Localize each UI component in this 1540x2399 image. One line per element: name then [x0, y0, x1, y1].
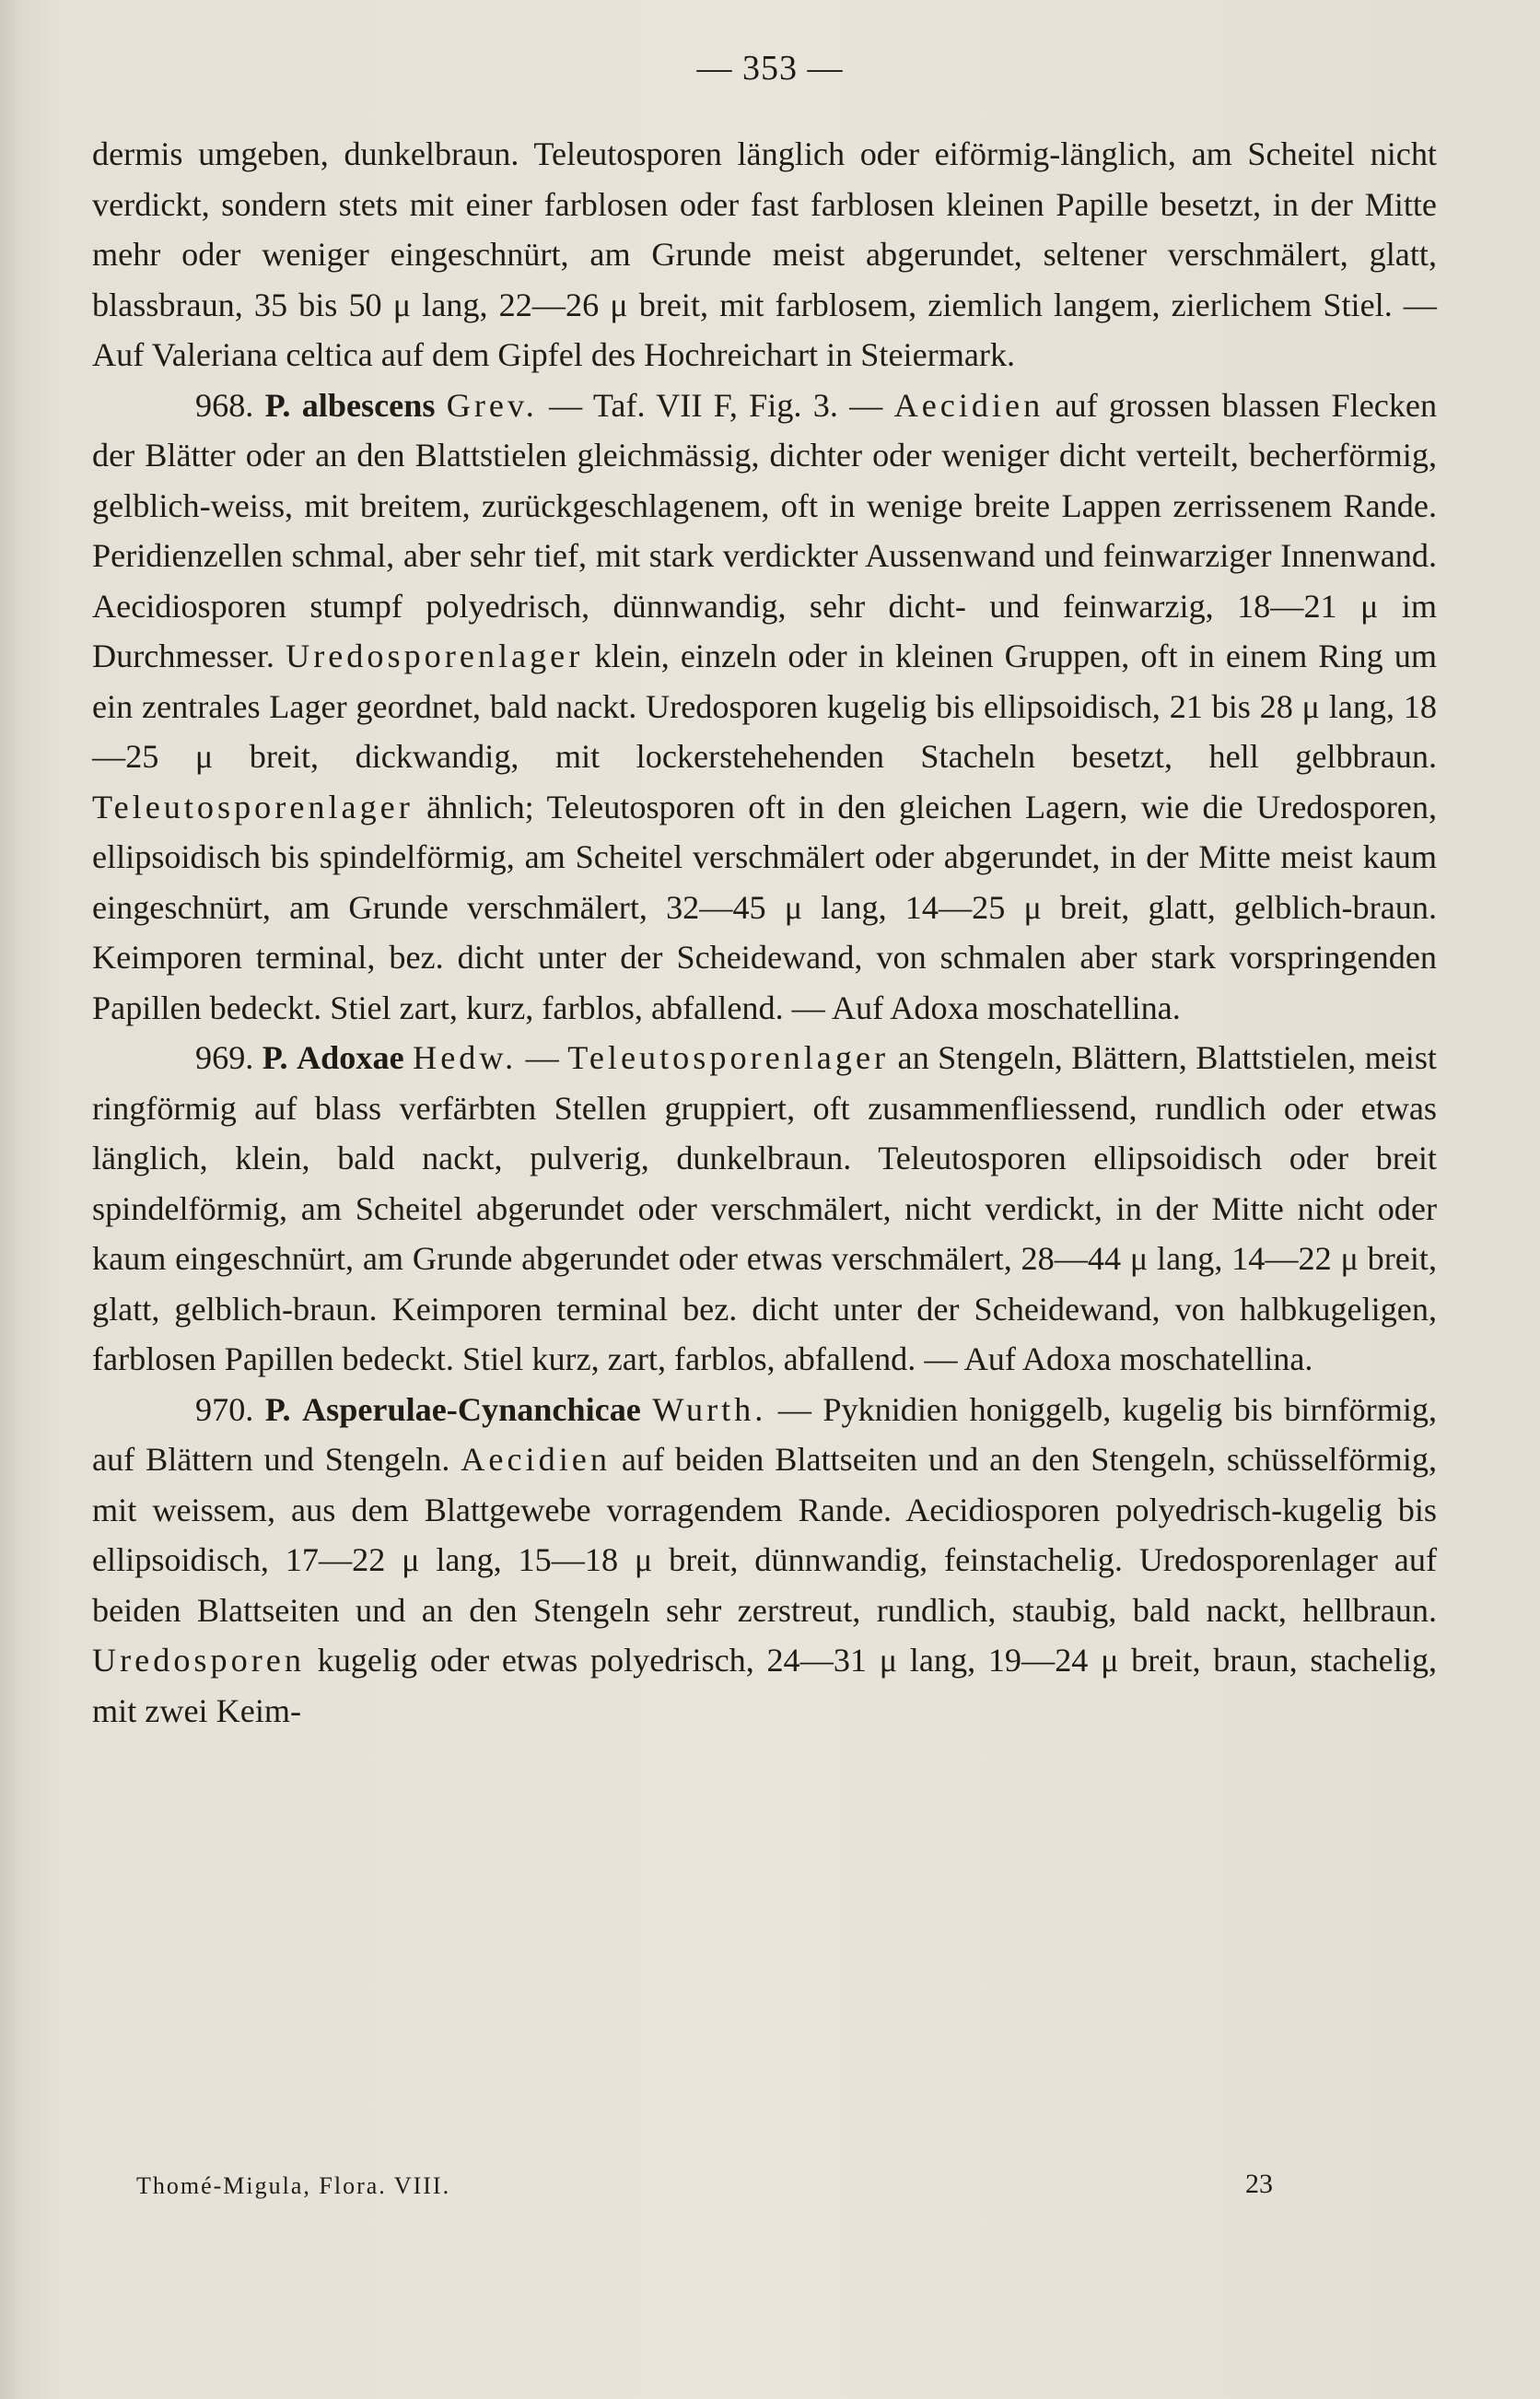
spaced-term: Aecidien: [461, 1441, 611, 1478]
spaced-term: Teleutosporenlager: [567, 1039, 890, 1076]
genus-abbrev: P.: [262, 1039, 288, 1076]
entry-text: kugelig oder etwas polyedrisch, 24—31 μ lang, 19—24 μ breit, braun, stachelig, mit zwei Keim-: [92, 1642, 1437, 1729]
spaced-term: Uredosporenlager: [286, 638, 584, 674]
entry-text: an Stengeln, Blättern, Blattstielen, meist ringförmig auf blass verfärbten Stellen gruppiert, oft zusammenfliessend, rundlich oder etwas länglich, klein, bald nackt, pulverig, dunkelbraun. Teleutosporen ellipsoidisch oder breit spindelförmig, am Scheitel abgerundet oder verschmälert, nicht verdickt, in der Mitte nicht oder kaum eingeschnürt, am Grunde abgerundet oder etwas verschmälert, 28—44 μ lang, 14—22 μ breit, glatt, gelblich-braun. Keimporen terminal bez. dicht unter der Scheidewand, von halbkugeligen, farblosen Papillen bedeckt. Stiel kurz, zart, farblos, abfallend. — Auf Adoxa moschatellina.: [92, 1039, 1437, 1377]
entry-text: auf beiden Blattseiten und an den Stengeln, schüsselförmig, mit weissem, aus dem Blattgewebe vorragendem Rande. Aecidiosporen polyedrisch-kugelig bis ellipsoidisch, 17—22 μ lang, 15—18 μ breit, dünnwandig, feinstachelig. Uredosporenlager auf beiden Blattseiten und an den Stengeln sehr zerstreut, rundlich, staubig, bald nackt, hellbraun.: [92, 1441, 1437, 1629]
footer-signature: 23: [1245, 2169, 1273, 2199]
entry-text: klein, einzeln oder in kleinen Gruppen, oft in einem Ring um ein zentrales Lager geordnet, bald nackt. Uredosporen kugelig bis ellipsoidisch, 21 bis 28 μ lang, 18—25 μ breit, dickwandig, mit lockerstehehenden Stacheln besetzt, hell gelbbraun.: [92, 638, 1438, 775]
paragraph-text: dermis umgeben, dunkelbraun. Teleutosporen länglich oder eiförmig-länglich, am Scheitel nicht verdickt, sondern stets mit einer farblosen oder fast farblosen kleinen Papille besetzt, in der Mitte mehr oder weniger eingeschnürt, am Grunde meist abgerundet, seltener verschmälert, glatt, blassbraun, 35 bis 50 μ lang, 22—26 μ breit, mit farblosem, ziemlich langem, zierlichem Stiel. — Auf Valeriana celtica auf dem Gipfel des Hochreichart in Steiermark.: [92, 135, 1437, 373]
continuation-paragraph: [92, 129, 1437, 380]
footer-source: Thomé-Migula, Flora. VIII.: [136, 2172, 451, 2199]
entry-number: 969.: [195, 1039, 254, 1076]
spaced-term: Uredosporen: [92, 1642, 305, 1679]
page-number: — 353 —: [696, 49, 844, 88]
spaced-term: Aecidien: [893, 386, 1044, 424]
page-body: [92, 129, 1437, 1736]
entry-text: ähnlich; Teleutosporen oft in den gleichen Lagern, wie die Uredosporen, ellipsoidisch bis spindelförmig, am Scheitel verschmälert oder abgerundet, in der Mitte meist kaum eingeschnürt, am Grunde verschmälert, 32—45 μ lang, 14—25 μ breit, glatt, gelblich-braun. Keimporen terminal, bez. dicht unter der Scheidewand, von schmalen aber stark vorspringenden Papillen bedeckt. Stiel zart, kurz, farblos, abfallend. — Auf Adoxa moschatellina.: [92, 788, 1438, 1026]
entry-970: [92, 1385, 1437, 1737]
species-name: albescens: [301, 386, 436, 424]
genus-abbrev: P.: [264, 386, 291, 424]
author-name: Hedw.: [413, 1039, 518, 1076]
species-name: Adoxae: [297, 1039, 404, 1076]
author-name: Wurth.: [652, 1390, 767, 1428]
entry-969: [92, 1033, 1437, 1385]
entry-text: auf grossen blassen Flecken der Blätter oder an den Blattstielen gleichmässig, dichter oder weniger dicht verteilt, becherförmig, gelblich-weiss, mit breitem, zurückgeschlagenem, oft in wenige breite Lappen zerrissenem Rande. Peridienzellen schmal, aber sehr tief, mit stark verdickter Aussenwand und feinwarziger Innenwand. Aecidiosporen stumpf polyedrisch, dünnwandig, sehr dicht- und feinwarzig, 18—21 μ im Durchmesser.: [92, 386, 1438, 674]
entry-lead: —: [525, 1039, 559, 1076]
entry-number: 970.: [195, 1390, 254, 1428]
genus-abbrev: P.: [264, 1390, 291, 1428]
author-name: Grev.: [446, 386, 538, 424]
entry-968: [92, 380, 1437, 1034]
entry-lead: — Taf. VII F, Fig. 3. —: [549, 386, 883, 424]
species-name: Asperulae-Cynanchicae: [301, 1390, 641, 1428]
entry-lead: — Pyknidien honiggelb, kugelig bis birnförmig, auf Blättern und Stengeln.: [92, 1390, 1438, 1478]
entry-number: 968.: [195, 386, 254, 424]
spaced-term: Teleutosporenlager: [92, 788, 414, 825]
